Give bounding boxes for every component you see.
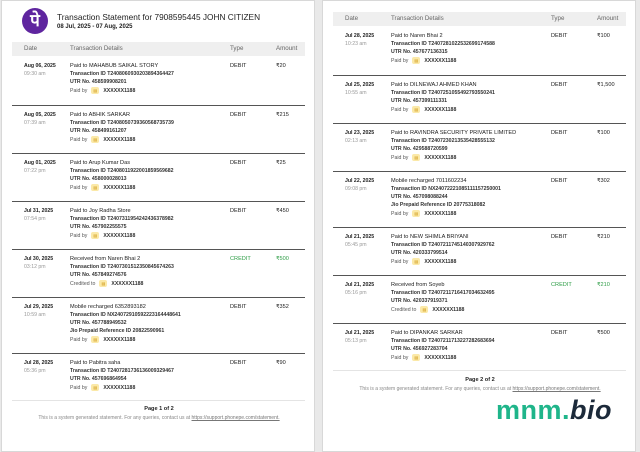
utr-line <box>70 223 174 231</box>
txn-time: 02:13 am <box>345 138 367 144</box>
paid-by-label: Paid by <box>70 137 88 143</box>
utr-line <box>391 297 495 305</box>
txn-details <box>391 233 495 266</box>
utr-line <box>391 249 495 257</box>
utr-line <box>70 127 174 135</box>
col-amount: Amount <box>597 15 619 22</box>
statement-page-2 <box>322 0 636 452</box>
utr-line <box>70 271 174 279</box>
txn-details <box>70 255 174 288</box>
txn-id-line <box>70 263 174 271</box>
bank-icon: ▤ <box>91 184 99 191</box>
txn-id-label: Transaction ID <box>391 338 427 344</box>
txn-time: 07:39 am <box>24 120 46 126</box>
page-number: Page 2 of 2 <box>465 377 495 383</box>
utr-line <box>70 175 174 183</box>
paid-by-label: Paid by <box>391 155 409 161</box>
watermark-accent: bio <box>570 395 613 425</box>
table-row <box>12 201 305 249</box>
txn-amount: ₹302 <box>597 178 610 184</box>
account-number: XXXXXX1188 <box>424 259 457 265</box>
txn-description: Paid to MAHABUB SAIKAL STORY <box>70 63 159 69</box>
account-line <box>70 136 174 144</box>
jio-ref-id: 20775318082 <box>453 202 486 208</box>
utr-label: UTR No. <box>70 128 91 134</box>
utr-label: UTR No. <box>391 346 412 352</box>
account-number: XXXXXX1188 <box>432 307 465 313</box>
credited-to-label: Credited to <box>70 281 96 287</box>
txn-amount: ₹500 <box>276 256 289 262</box>
account-number: XXXXXX1188 <box>103 137 136 143</box>
txn-id-line <box>70 311 181 319</box>
paid-by-label: Paid by <box>391 259 409 265</box>
txn-id-line <box>391 40 495 48</box>
utr-line <box>391 145 516 153</box>
account-number: XXXXXX1188 <box>424 211 457 217</box>
txn-details <box>391 281 495 314</box>
account-number: XXXXXX1188 <box>103 185 136 191</box>
watermark-main: mnm. <box>496 395 571 425</box>
paid-by-label: Paid by <box>70 233 88 239</box>
paid-by-label: Paid by <box>70 385 88 391</box>
txn-details <box>391 177 501 218</box>
txn-id-label: Transaction ID <box>70 71 106 77</box>
statement-date-range: 08 Jul, 2025 - 07 Aug, 2025 <box>57 24 133 30</box>
txn-id-line <box>70 367 174 375</box>
txn-description: Mobile recharged 7011602234 <box>391 178 467 184</box>
col-type: Type <box>551 15 565 22</box>
bank-icon: ▤ <box>412 57 420 64</box>
utr-number: 457098088244 <box>412 194 448 200</box>
txn-time: 10:55 am <box>345 90 367 96</box>
txn-description: Paid to DIPANKAR SARKAR <box>391 330 463 336</box>
utr-line <box>391 345 495 353</box>
txn-type: DEBIT <box>551 178 568 184</box>
txn-date: Aug 05, 2025 <box>24 112 56 118</box>
txn-type: DEBIT <box>551 33 568 39</box>
account-number: XXXXXX1188 <box>424 355 457 361</box>
txn-time: 05:36 pm <box>24 368 46 374</box>
txn-type: DEBIT <box>230 304 247 310</box>
bank-icon: ▤ <box>412 258 420 265</box>
col-type: Type <box>230 45 244 52</box>
txn-amount: ₹100 <box>597 130 610 136</box>
txn-details <box>70 111 174 144</box>
txn-id-label: Transaction ID <box>70 168 106 174</box>
utr-number: 457696864954 <box>91 376 127 382</box>
txn-id-label: Transaction ID <box>391 138 427 144</box>
page-footer <box>323 377 637 392</box>
txn-amount: ₹210 <box>597 282 610 288</box>
txn-id: T2407211716417034632495 <box>428 290 495 296</box>
account-number: XXXXXX1188 <box>103 88 136 94</box>
txn-id: T2407311954242436378982 <box>107 216 174 222</box>
txn-description: Paid to Naren Bhai 2 <box>391 33 443 39</box>
bank-icon: ▤ <box>91 232 99 239</box>
txn-id-label: Transaction ID <box>391 90 427 96</box>
txn-amount: ₹500 <box>597 330 610 336</box>
account-number: XXXXXX1188 <box>103 233 136 239</box>
utr-line <box>70 319 181 327</box>
utr-number: 429588720599 <box>412 146 448 152</box>
utr-label: UTR No. <box>70 176 91 182</box>
disclaimer: This is a system generated statement. For any queries, contact us at <box>38 415 191 421</box>
txn-date: Jul 22, 2025 <box>345 178 375 184</box>
txn-id: T2408011922001859569682 <box>107 168 174 174</box>
txn-id-line <box>391 241 495 249</box>
utr-number: 458000028013 <box>91 176 127 182</box>
txn-id: T2407281022532699174588 <box>428 41 495 47</box>
paid-by-label: Paid by <box>391 211 409 217</box>
table-row <box>333 323 626 371</box>
txn-time: 03:12 pm <box>24 264 46 270</box>
txn-id-line <box>70 119 174 127</box>
phonepe-logo: पे <box>22 8 48 34</box>
txn-id: NX24072221085111157250001 <box>428 186 501 192</box>
account-number: XXXXXX1188 <box>424 58 457 64</box>
account-number: XXXXXX1188 <box>424 155 457 161</box>
utr-label: UTR No. <box>70 224 91 230</box>
txn-date: Jul 23, 2025 <box>345 130 375 136</box>
utr-number: 457902255575 <box>91 224 127 230</box>
txn-description: Paid to Pabitra saha <box>70 360 121 366</box>
paid-by-label: Paid by <box>70 337 88 343</box>
utr-number: 457849274576 <box>91 272 127 278</box>
account-number: XXXXXX1188 <box>103 337 136 343</box>
paid-by-label: Paid by <box>391 107 409 113</box>
txn-details <box>70 62 174 95</box>
txn-amount: ₹352 <box>276 304 289 310</box>
account-number: XXXXXX1188 <box>103 385 136 391</box>
txn-type: DEBIT <box>551 82 568 88</box>
utr-label: UTR No. <box>391 98 412 104</box>
table-header <box>333 12 626 26</box>
utr-number: 456927283704 <box>412 346 448 352</box>
txn-amount: ₹25 <box>276 160 286 166</box>
utr-label: UTR No. <box>391 146 412 152</box>
txn-details <box>391 81 495 114</box>
txn-id-line <box>391 89 495 97</box>
account-line <box>70 336 181 344</box>
account-line <box>391 106 495 114</box>
txn-description: Paid to Arup Kumar Das <box>70 160 131 166</box>
bank-icon: ▤ <box>412 210 420 217</box>
txn-time: 09:30 am <box>24 71 46 77</box>
support-link[interactable]: https://support.phonepe.com/statement. <box>191 415 280 421</box>
bank-icon: ▤ <box>91 384 99 391</box>
page-footer <box>2 406 316 421</box>
jio-ref-label: Jio Prepaid Reference ID <box>391 202 453 208</box>
utr-number: 457677136315 <box>412 49 448 55</box>
col-amount: Amount <box>276 45 298 52</box>
txn-description: Received from Naren Bhai 2 <box>70 256 141 262</box>
disclaimer: This is a system generated statement. For any queries, contact us at <box>359 386 512 392</box>
txn-description: Mobile recharged 6352893182 <box>70 304 146 310</box>
txn-type: DEBIT <box>230 360 247 366</box>
txn-amount: ₹100 <box>597 33 610 39</box>
table-row <box>12 105 305 153</box>
txn-id-label: Transaction ID <box>391 290 427 296</box>
txn-description: Paid to Joy Radha Store <box>70 208 131 214</box>
txn-id-line <box>391 185 501 193</box>
table-row <box>333 75 626 123</box>
txn-type: DEBIT <box>551 234 568 240</box>
txn-id-line <box>70 70 174 78</box>
jio-ref-label: Jio Prepaid Reference ID <box>70 328 132 334</box>
utr-line <box>391 48 495 56</box>
bank-icon: ▤ <box>412 106 420 113</box>
col-date: Date <box>345 15 359 22</box>
txn-id-label: Transaction ID <box>70 264 106 270</box>
jio-ref-line <box>391 201 501 209</box>
watermark <box>496 395 612 426</box>
txn-date: Jul 30, 2025 <box>24 256 54 262</box>
txn-details <box>70 207 174 240</box>
txn-time: 05:13 pm <box>345 338 367 344</box>
txn-id: T2407251055492793550241 <box>428 90 495 96</box>
account-line <box>70 232 174 240</box>
txn-date: Jul 21, 2025 <box>345 330 375 336</box>
txn-id-line <box>70 215 174 223</box>
account-line <box>70 384 174 392</box>
utr-line <box>391 97 495 105</box>
account-number: XXXXXX1188 <box>424 107 457 113</box>
txn-amount: ₹215 <box>276 112 289 118</box>
txn-type: DEBIT <box>230 112 247 118</box>
txn-id-label: Transaction ID <box>70 120 106 126</box>
txn-amount: ₹20 <box>276 63 286 69</box>
utr-number: 420333799514 <box>412 250 448 256</box>
page-number: Page 1 of 2 <box>144 406 174 412</box>
txn-id-line <box>391 289 495 297</box>
txn-time: 07:54 pm <box>24 216 46 222</box>
txn-id-line <box>70 167 174 175</box>
table-row <box>12 297 305 353</box>
txn-time: 10:59 am <box>24 312 46 318</box>
txn-id: T2407230213535428555132 <box>428 138 495 144</box>
account-line <box>70 280 174 288</box>
txn-id-label: Transaction ID <box>70 216 106 222</box>
txn-time: 07:22 pm <box>24 168 46 174</box>
txn-id: T2408050739360568735739 <box>107 120 174 126</box>
txn-id-line <box>391 337 495 345</box>
table-row <box>333 171 626 227</box>
txn-date: Jul 31, 2025 <box>24 208 54 214</box>
utr-label: UTR No. <box>70 272 91 278</box>
txn-id: T2407211713227282683694 <box>428 338 495 344</box>
txn-id-label: Transaction ID <box>391 41 427 47</box>
txn-date: Aug 06, 2025 <box>24 63 56 69</box>
txn-description: Paid to RAVINDRA SECURITY PRIVATE LIMITED <box>391 130 517 136</box>
txn-amount: ₹210 <box>597 234 610 240</box>
transaction-list <box>333 27 626 371</box>
account-line <box>391 354 495 362</box>
txn-details <box>70 303 181 344</box>
utr-label: UTR No. <box>391 194 412 200</box>
table-row <box>333 227 626 275</box>
account-line <box>70 184 174 192</box>
bank-icon: ▤ <box>420 306 428 313</box>
txn-description: Paid to NEW SHIMLA BRIYANI <box>391 234 469 240</box>
jio-ref-line <box>70 327 181 335</box>
txn-id-label: Transaction ID <box>391 186 427 192</box>
account-line <box>391 57 495 65</box>
utr-label: UTR No. <box>70 79 91 85</box>
txn-id-label: Transaction ID <box>70 312 106 318</box>
account-line <box>391 258 495 266</box>
txn-date: Jul 21, 2025 <box>345 234 375 240</box>
txn-time: 05:45 pm <box>345 242 367 248</box>
txn-type: DEBIT <box>551 130 568 136</box>
txn-details <box>391 32 495 65</box>
bank-icon: ▤ <box>99 280 107 287</box>
account-line <box>391 306 495 314</box>
txn-details <box>70 359 174 392</box>
txn-type: DEBIT <box>230 63 247 69</box>
statement-page-1 <box>1 0 315 452</box>
utr-label: UTR No. <box>391 250 412 256</box>
jio-ref-id: 20822590961 <box>132 328 165 334</box>
utr-label: UTR No. <box>70 320 91 326</box>
txn-time: 09:08 pm <box>345 186 367 192</box>
col-date: Date <box>24 45 38 52</box>
table-row <box>333 275 626 323</box>
utr-label: UTR No. <box>70 376 91 382</box>
col-details: Transaction Details <box>70 45 123 52</box>
txn-description: Received from Soyeb <box>391 282 445 288</box>
txn-date: Jul 28, 2025 <box>345 33 375 39</box>
txn-id-label: Transaction ID <box>70 368 106 374</box>
txn-amount: ₹450 <box>276 208 289 214</box>
txn-type: CREDIT <box>551 282 572 288</box>
txn-description: Paid to DILNEWAJ AHMED KHAN <box>391 82 477 88</box>
support-link[interactable]: https://support.phonepe.com/statement. <box>512 386 601 392</box>
paid-by-label: Paid by <box>391 355 409 361</box>
table-row <box>12 153 305 201</box>
bank-icon: ▤ <box>91 87 99 94</box>
txn-id: NX24072910592223164448641 <box>107 312 181 318</box>
utr-number: 457399111331 <box>412 98 447 104</box>
txn-type: DEBIT <box>551 330 568 336</box>
account-line <box>391 154 516 162</box>
utr-number: 457788949532 <box>91 320 127 326</box>
utr-line <box>70 375 174 383</box>
table-row <box>12 249 305 297</box>
utr-line <box>391 193 501 201</box>
utr-number: 458499161207 <box>91 128 127 134</box>
txn-amount: ₹1,500 <box>597 82 615 88</box>
credited-to-label: Credited to <box>391 307 417 313</box>
txn-details <box>391 329 495 362</box>
utr-line <box>70 78 174 86</box>
txn-date: Jul 25, 2025 <box>345 82 375 88</box>
txn-type: CREDIT <box>230 256 251 262</box>
table-row <box>12 57 305 105</box>
utr-number: 458599908201 <box>91 79 127 85</box>
txn-id: T2407281736136009329467 <box>107 368 174 374</box>
txn-id: T2407211745140307929762 <box>428 242 495 248</box>
bank-icon: ▤ <box>91 136 99 143</box>
account-line <box>70 87 174 95</box>
table-row <box>333 123 626 171</box>
paid-by-label: Paid by <box>391 58 409 64</box>
txn-amount: ₹90 <box>276 360 286 366</box>
bank-icon: ▤ <box>412 154 420 161</box>
table-row <box>333 27 626 75</box>
col-details: Transaction Details <box>391 15 444 22</box>
txn-details <box>70 159 174 192</box>
txn-date: Jul 21, 2025 <box>345 282 375 288</box>
paid-by-label: Paid by <box>70 185 88 191</box>
bank-icon: ▤ <box>412 354 420 361</box>
utr-number: 420337919371 <box>412 298 448 304</box>
statement-title: Transaction Statement for 7908595445 JOHN CITIZEN <box>57 12 261 22</box>
table-header <box>12 42 305 56</box>
txn-id: T2407301512350845674263 <box>107 264 174 270</box>
account-line <box>391 210 501 218</box>
txn-id: T2408060930203894364427 <box>107 71 174 77</box>
txn-description: Paid to ABHIK SARKAR <box>70 112 131 118</box>
transaction-list <box>12 57 305 401</box>
bank-icon: ▤ <box>91 336 99 343</box>
txn-id-label: Transaction ID <box>391 242 427 248</box>
account-number: XXXXXX1188 <box>111 281 144 287</box>
txn-date: Jul 28, 2025 <box>24 360 54 366</box>
txn-id-line <box>391 137 516 145</box>
table-row <box>12 353 305 401</box>
txn-time: 05:16 pm <box>345 290 367 296</box>
txn-type: DEBIT <box>230 208 247 214</box>
txn-date: Jul 29, 2025 <box>24 304 54 310</box>
paid-by-label: Paid by <box>70 88 88 94</box>
txn-details <box>391 129 516 162</box>
utr-label: UTR No. <box>391 49 412 55</box>
txn-type: DEBIT <box>230 160 247 166</box>
txn-time: 10:23 am <box>345 41 367 47</box>
txn-date: Aug 01, 2025 <box>24 160 56 166</box>
utr-label: UTR No. <box>391 298 412 304</box>
